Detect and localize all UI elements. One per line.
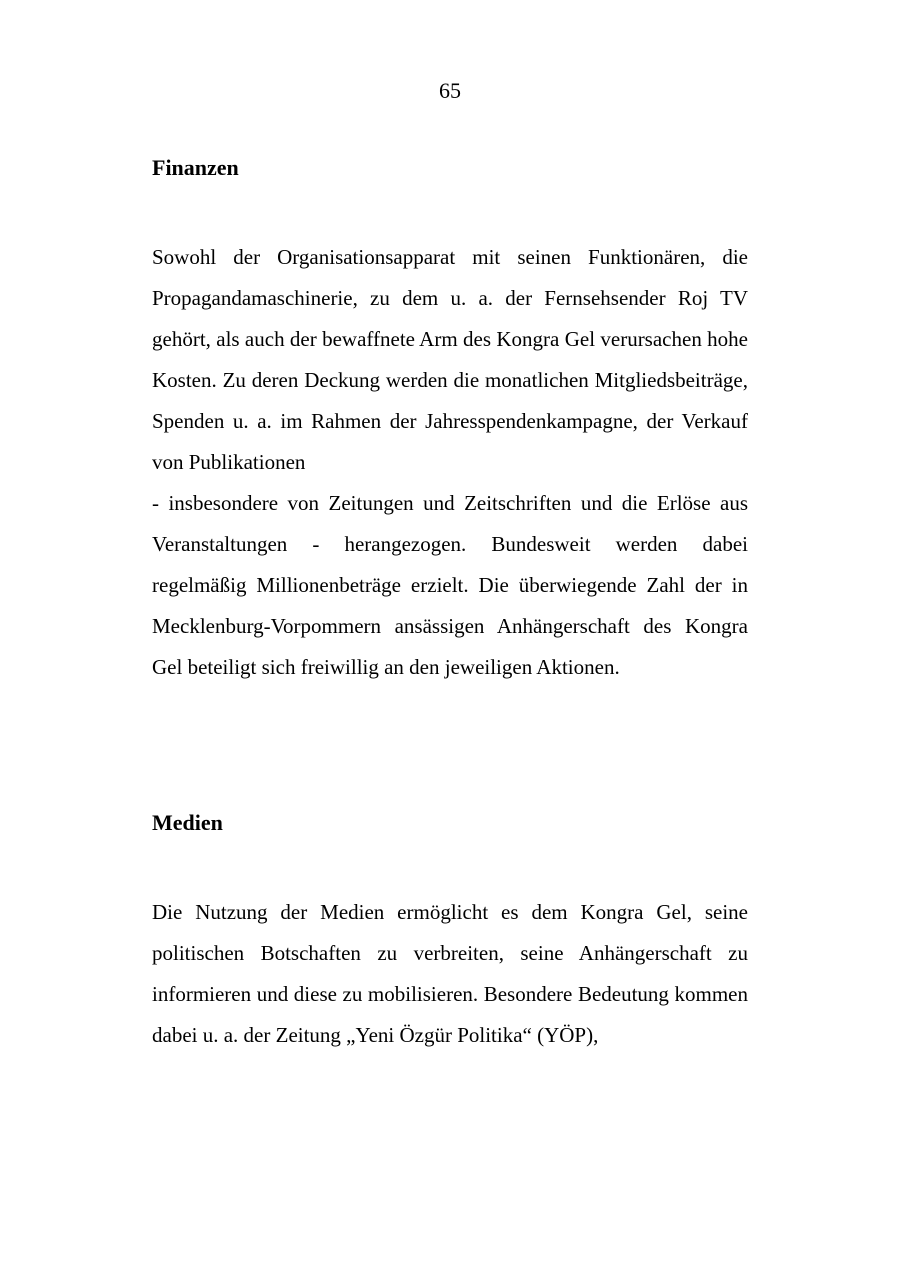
section-heading-finanzen: Finanzen bbox=[152, 155, 239, 180]
paragraph-finanzen-1: Sowohl der Organisationsapparat mit seinen Funktionären, die Propagandamaschinerie, zu dem u. a. der Fernsehsender Roj TV gehört, als auch der bewaffnete Arm des Kongra Gel verursachen hohe Kosten. Zu deren Deckung werden die monatlichen Mitgliedsbeiträge, Spenden u. a. im Rahmen der Jahresspendenkampagne, der Verkauf von Publikationen bbox=[152, 245, 748, 474]
paragraph-finanzen-2: - insbesondere von Zeitungen und Zeitschriften und die Erlöse aus Veranstaltungen - herangezogen. Bundesweit werden dabei regelmäßig Millionenbeträge erzielt. Die überwiegende Zahl der in Mecklenburg-Vorpommern ansässigen Anhängerschaft des Kongra Gel beteiligt sich freiwillig an den jeweiligen Aktionen. bbox=[152, 491, 748, 679]
paragraph-medien-1: Die Nutzung der Medien ermöglicht es dem Kongra Gel, seine politischen Botschaften zu verbreiten, seine Anhängerschaft zu informieren und diese zu mobilisieren. Besondere Bedeutung kommen dabei u. a. der Zeitung „Yeni Özgür Politika“ (YÖP), bbox=[152, 900, 748, 1047]
section-heading-medien: Medien bbox=[152, 810, 223, 835]
page-number: 65 bbox=[439, 78, 461, 103]
